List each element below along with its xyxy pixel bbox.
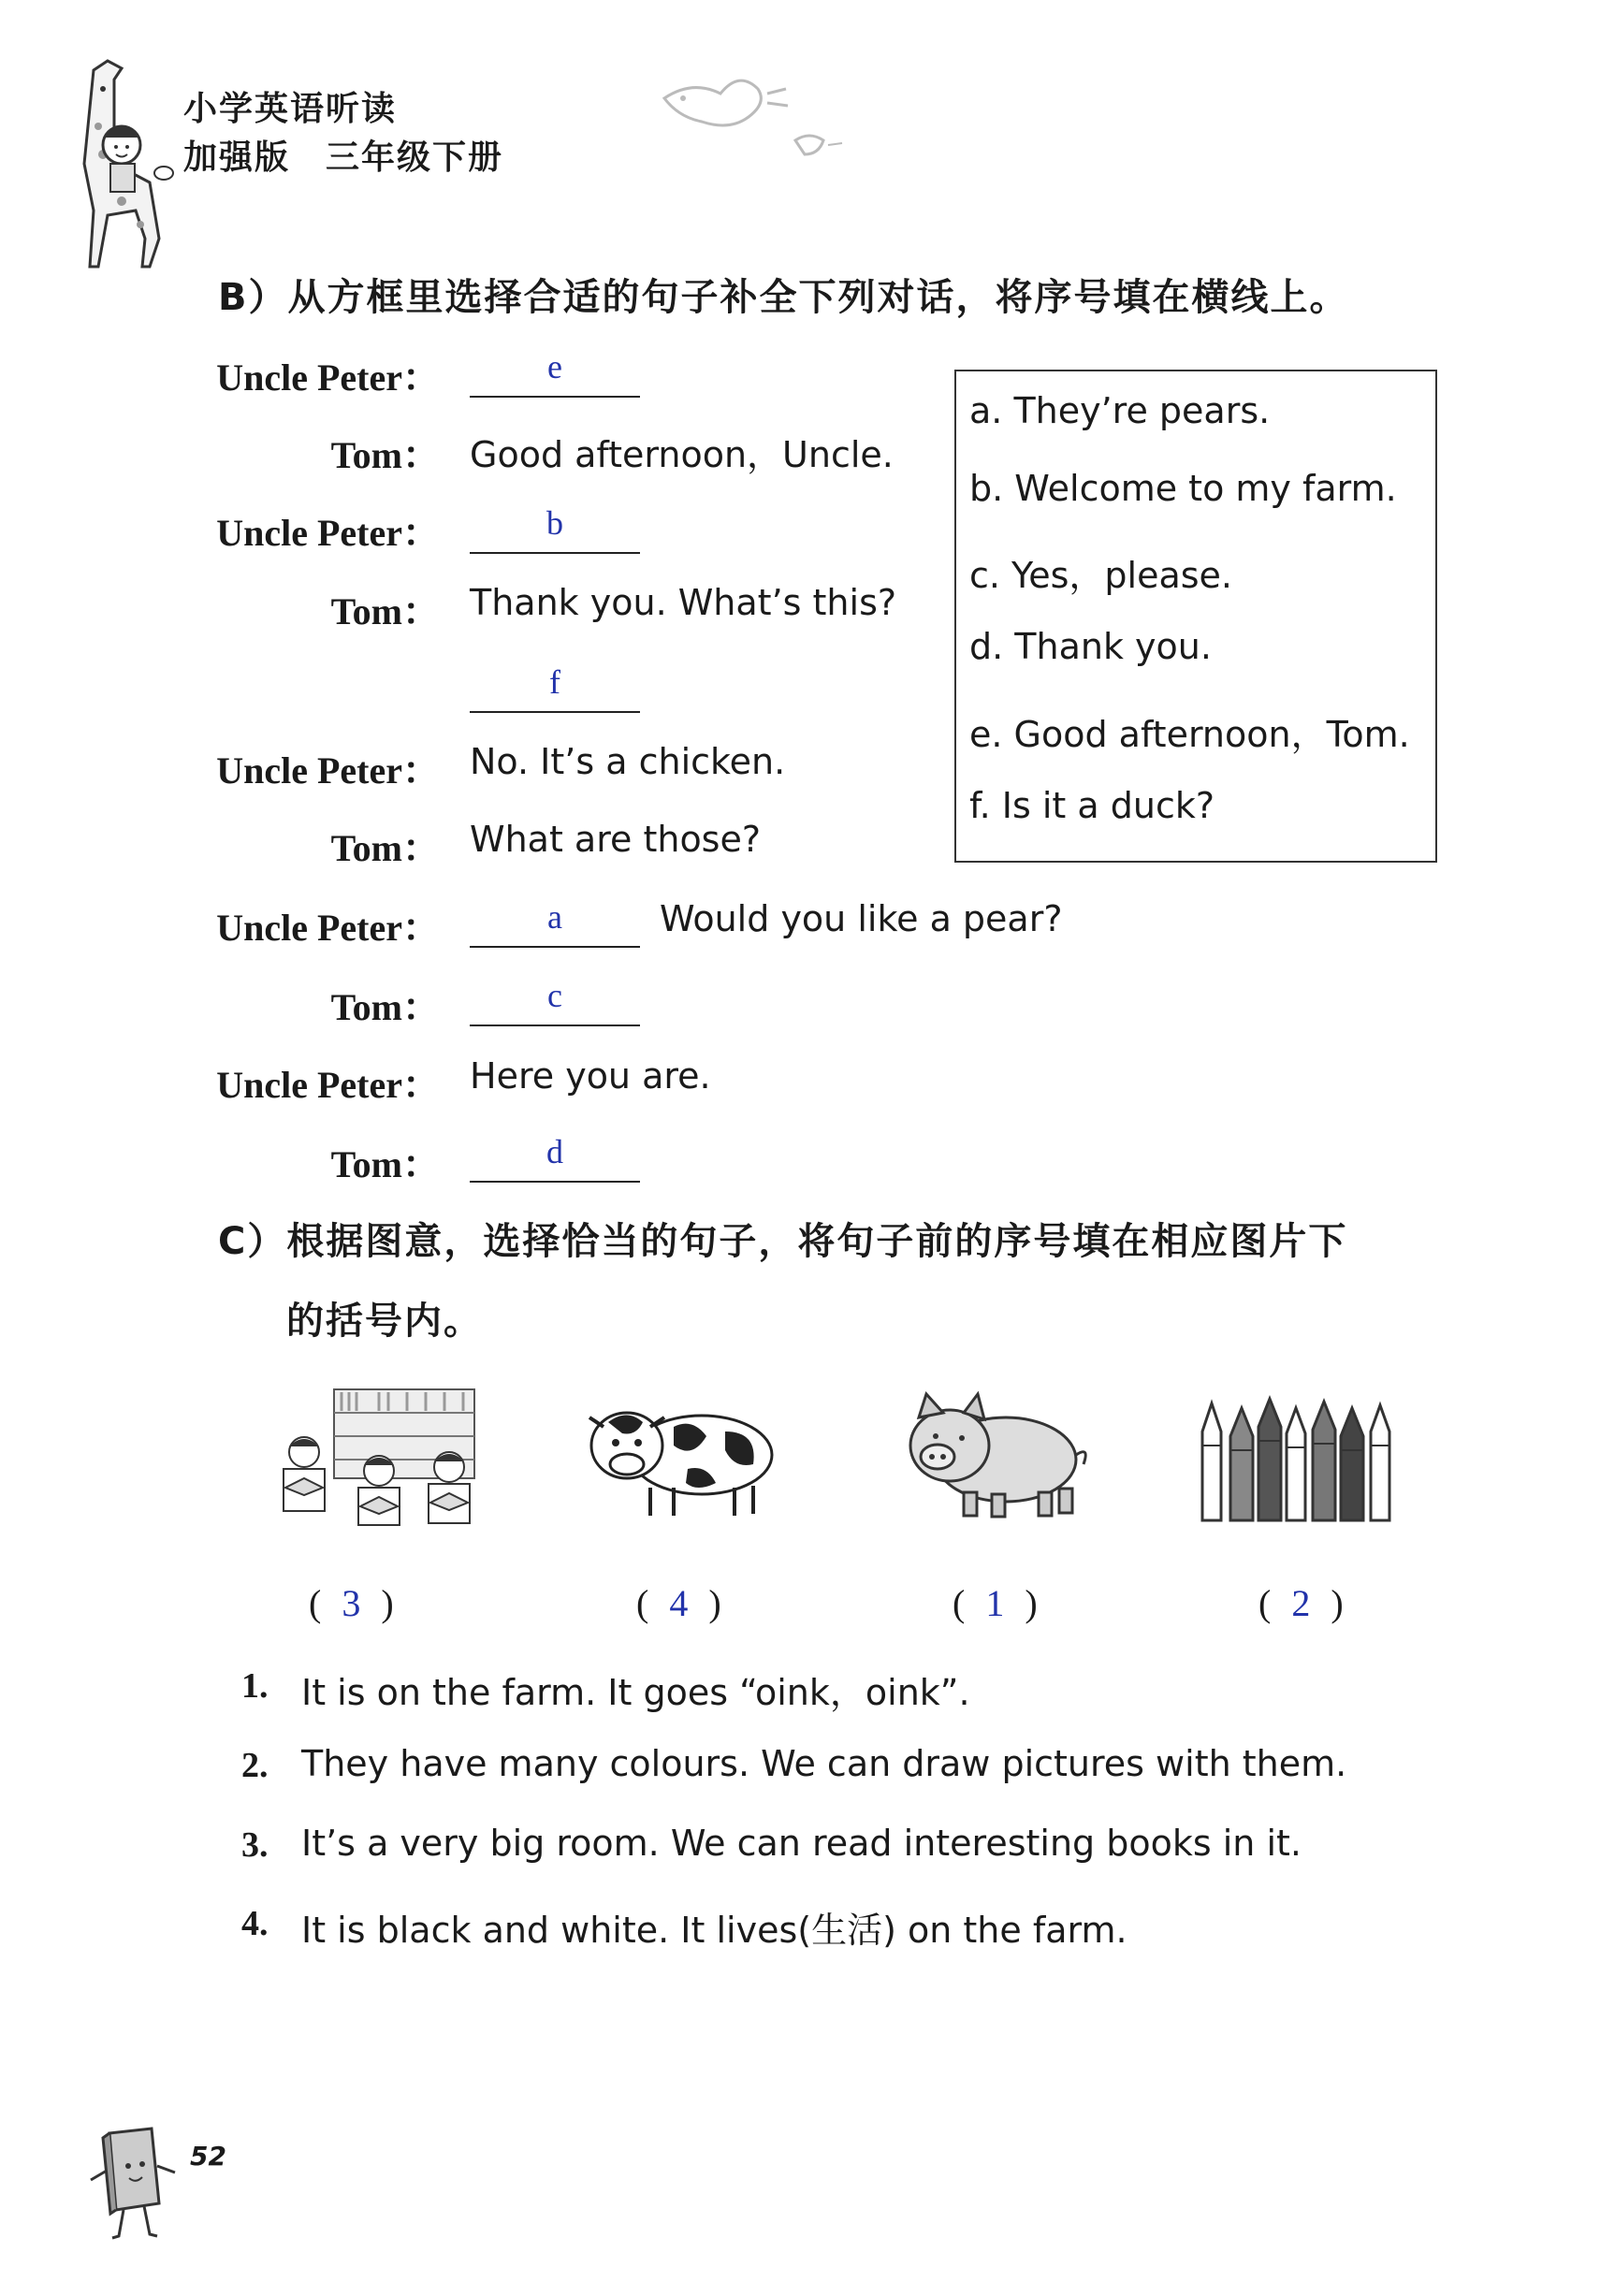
pig-icon (898, 1389, 1095, 1525)
book-edition-title: 加强版 三年级下册 (183, 138, 504, 177)
picture-answer-bracket (953, 1581, 1038, 1625)
answer-blank (470, 977, 640, 1026)
speaker-label: Tom： (330, 986, 440, 1028)
header-logo (56, 51, 196, 276)
speaker-label: Tom： (330, 434, 440, 476)
bracket-open: ( (953, 1582, 966, 1624)
bracket-open: ( (1258, 1582, 1272, 1624)
speaker-label: Tom： (330, 590, 440, 632)
speaker-label: Uncle Peter： (216, 512, 440, 554)
speaker-label: Uncle Peter： (216, 356, 440, 399)
picture-answer-bracket (309, 1581, 394, 1625)
picture-answer-number: 4 (669, 1582, 689, 1624)
statement-number: 3. (241, 1825, 269, 1865)
option-item: e. Good afternoon，Tom. (969, 714, 1410, 755)
bracket-close: ) (381, 1582, 394, 1624)
bracket-close: ) (1025, 1582, 1038, 1624)
option-item: d. Thank you. (969, 626, 1212, 667)
option-item: c. Yes，please. (969, 555, 1232, 596)
giraffe-boy-icon (56, 51, 196, 276)
statement-number: 2. (241, 1746, 269, 1785)
speaker-label: Tom： (330, 827, 440, 869)
section-b-heading: B）从方框里选择合适的句子补全下列对话，将序号填在横线上。 (218, 276, 1349, 319)
answer-letter: a (547, 898, 562, 936)
book-mascot-icon (86, 2124, 189, 2245)
answer-blank (470, 898, 640, 948)
bracket-open: ( (309, 1582, 322, 1624)
answer-letter: e (547, 348, 562, 385)
dialogue-line: Here you are. (470, 1055, 711, 1097)
answer-blank (470, 348, 640, 398)
dialogue-line: What are those? (470, 819, 762, 860)
speaker-label: Uncle Peter： (216, 749, 440, 792)
dialogue-line: Would you like a pear? (660, 898, 1063, 939)
answer-blank (470, 504, 640, 554)
statement-text: It is black and white. It lives(生活) on the farm. (301, 1910, 1127, 1951)
picture-answer-bracket (1258, 1581, 1344, 1625)
page-number: 52 (190, 2141, 226, 2172)
answer-blank (470, 1133, 640, 1183)
answer-blank (470, 663, 640, 713)
statement-number: 4. (241, 1904, 269, 1943)
dialogue-line: Thank you. What’s this? (470, 582, 897, 623)
dialogue-line: No. It’s a chicken. (470, 741, 786, 782)
statement-text: They have many colours. We can draw pictures with them. (301, 1743, 1347, 1784)
options-box (954, 370, 1437, 863)
speaker-label: Uncle Peter： (216, 1064, 440, 1106)
answer-letter: b (546, 504, 563, 542)
section-c-heading-cont: 的括号内。 (286, 1300, 483, 1343)
option-item: a. They’re pears. (969, 390, 1271, 431)
bracket-open: ( (636, 1582, 649, 1624)
option-item: b. Welcome to my farm. (969, 468, 1397, 509)
picture-answer-number: 2 (1291, 1582, 1311, 1624)
answer-letter: d (546, 1133, 563, 1170)
crayons-icon (1193, 1394, 1404, 1525)
picture-answer-bracket (636, 1581, 721, 1625)
answer-letter: c (547, 977, 562, 1014)
statement-text: It’s a very big room. We can read interesting books in it. (301, 1823, 1302, 1864)
option-item: f. Is it a duck? (969, 785, 1215, 826)
dialogue-line: Good afternoon，Uncle. (470, 434, 894, 475)
picture-answer-number: 3 (342, 1582, 361, 1624)
picture-answer-number: 1 (985, 1582, 1005, 1624)
statement-number: 1. (241, 1666, 269, 1706)
bird-decoration-icon (655, 61, 861, 173)
bracket-close: ) (708, 1582, 721, 1624)
library-students-icon (267, 1385, 477, 1530)
bracket-close: ) (1331, 1582, 1344, 1624)
speaker-label: Tom： (330, 1143, 440, 1185)
book-series-title: 小学英语听读 (183, 90, 398, 128)
section-c-heading: C）根据图意，选择恰当的句子，将句子前的序号填在相应图片下 (218, 1220, 1348, 1263)
answer-letter: f (549, 663, 560, 701)
statement-text: It is on the farm. It goes “oink，oink”. (301, 1672, 970, 1713)
speaker-label: Uncle Peter： (216, 907, 440, 949)
cow-icon (585, 1394, 777, 1525)
